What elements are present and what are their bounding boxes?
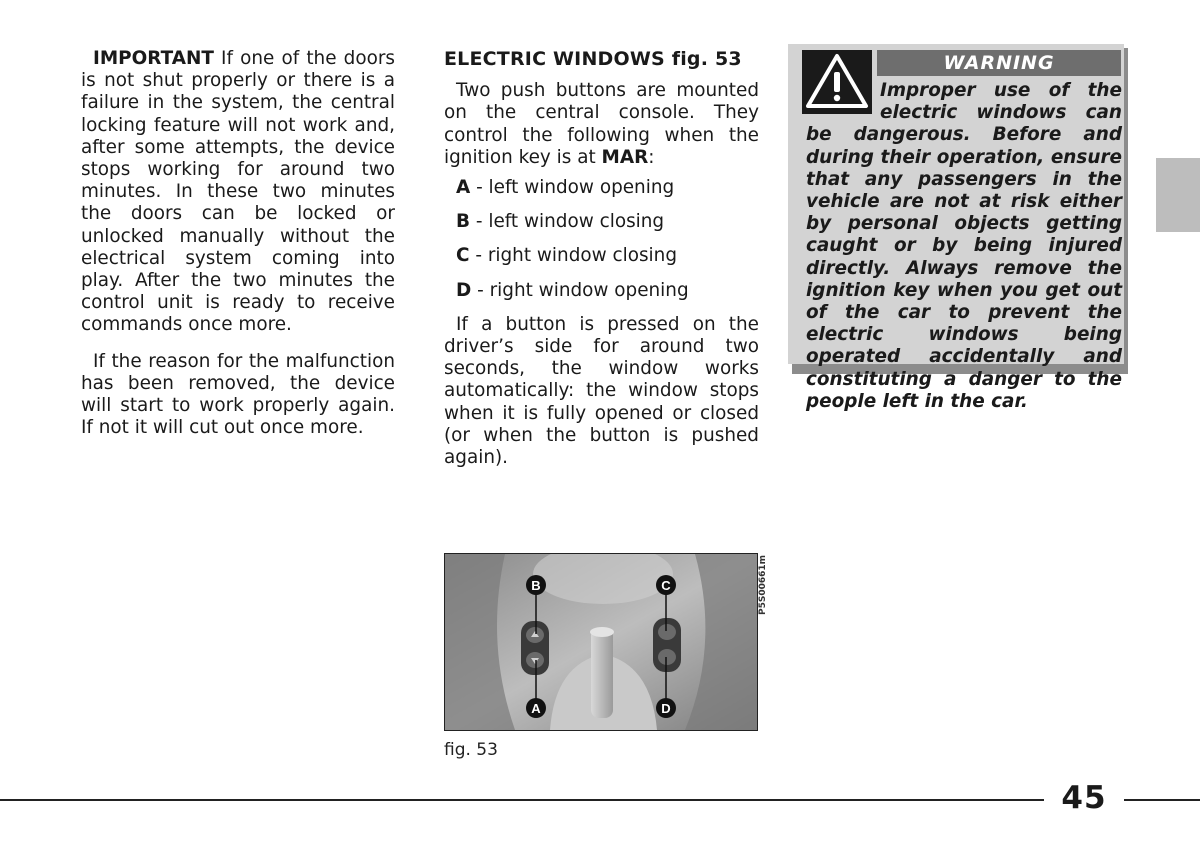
list-letter: D: [456, 279, 472, 301]
intro-key: MAR: [601, 146, 649, 168]
warning-box: [788, 44, 1128, 412]
label-b-text: B: [531, 578, 541, 593]
label-b: [526, 575, 546, 595]
important-text: If one of the doors is not shut properly or there is a failure in the system, the central locking feature will not work and, after some attempts, the device stops working for around two minutes. In these two minutes the doors can be locked or unlocked manually without the electrical system coming into play. After the two minutes the control unit is ready to receive commands once more.: [81, 48, 395, 336]
important-paragraph: [81, 48, 395, 337]
page-number: 45: [1061, 780, 1107, 816]
warning-text: Improper use of the electric windows can be dangerous. Before and during their operation, ensure that any passengers in the vehicle are not at risk either by personal objects getting caught or by being injured directly. Always remove the ignition key when you get out of the car to prevent the electric windows being operated accidentally and constituting a danger to the people left in the car.: [806, 80, 1122, 412]
list-item: [456, 211, 759, 233]
list-letter: B: [456, 211, 471, 233]
footer-rule-right: [1124, 799, 1200, 801]
list-item: [456, 177, 759, 199]
middle-column: [444, 48, 759, 469]
intro-paragraph: [444, 80, 759, 169]
important-label: IMPORTANT: [93, 48, 214, 69]
intro-end: :: [648, 146, 655, 168]
auto-window-paragraph: If a button is pressed on the driver’s side for around two seconds, the window works automatically: the window stops when it is fully opened or closed (or when the button is pushed again).: [444, 313, 759, 469]
label-d-text: D: [661, 701, 671, 716]
section-heading: ELECTRIC WINDOWS fig. 53: [444, 48, 742, 70]
list-text: - left window opening: [470, 177, 675, 199]
figure-caption: fig. 53: [444, 740, 498, 760]
warning-title: WARNING: [877, 50, 1121, 76]
label-a-text: A: [531, 701, 541, 716]
side-tab: [1156, 158, 1200, 232]
label-c: [656, 575, 676, 595]
button-list: [456, 177, 759, 302]
console-illustration: [445, 554, 757, 730]
figure-code: P5S00661m: [758, 554, 768, 615]
label-d: [656, 698, 676, 718]
label-c-text: C: [661, 578, 671, 593]
list-text: - right window closing: [469, 245, 677, 267]
figure-53: [444, 553, 758, 731]
list-letter: A: [456, 177, 471, 199]
list-item: [456, 245, 759, 267]
label-a: [526, 698, 546, 718]
intro-text: Two push buttons are mounted on the central console. They control the following when the ignition key is at: [444, 80, 759, 168]
malfunction-paragraph: If the reason for the malfunction has been removed, the device will start to work properly again. If not it will cut out once more.: [81, 350, 395, 439]
footer-rule-left: [0, 799, 1044, 801]
warning-panel: [788, 44, 1124, 412]
list-letter: C: [456, 245, 470, 267]
left-column: [81, 48, 395, 439]
list-text: - left window closing: [470, 211, 665, 233]
warning-text-block: [806, 80, 1122, 413]
list-text: - right window opening: [471, 279, 689, 301]
list-item: [456, 280, 759, 302]
